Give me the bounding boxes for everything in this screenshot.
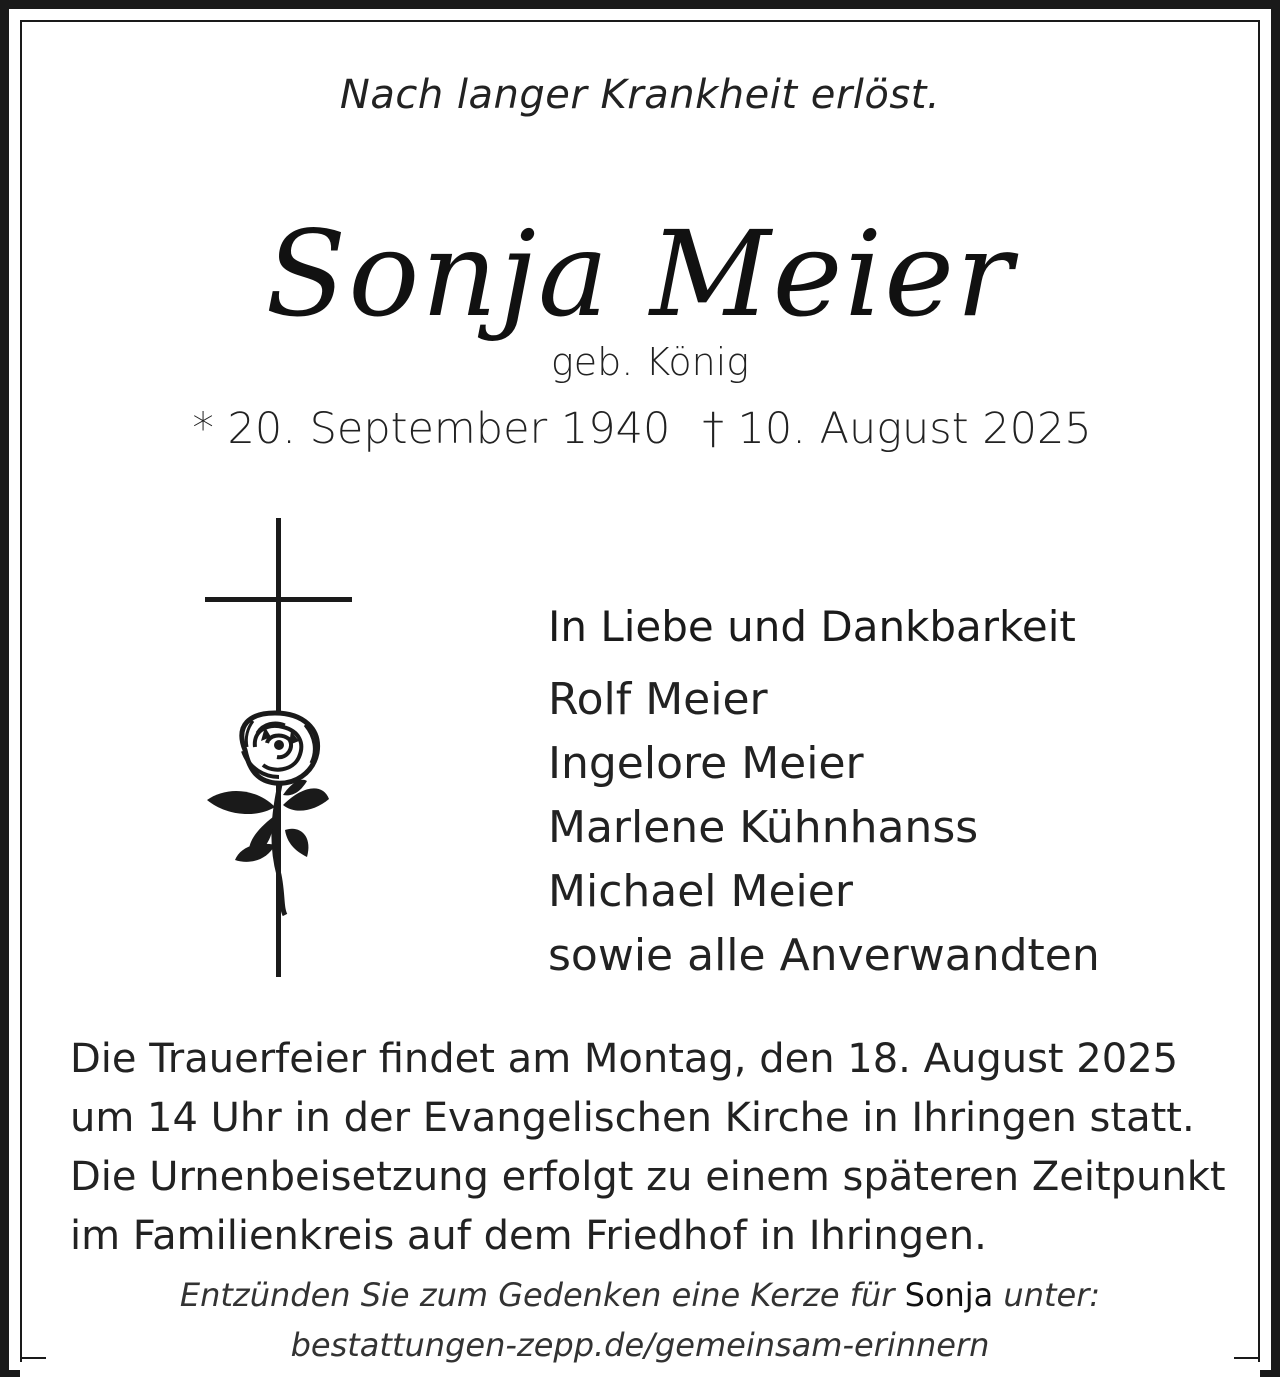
candle-suffix: unter: — [1003, 1276, 1101, 1314]
memorial-link[interactable]: bestattungen-zepp.de/gemeinsam-erinnern — [290, 1326, 990, 1364]
life-dates — [0, 404, 1280, 454]
mourner-item: Michael Meier — [548, 866, 853, 917]
maiden-name: geb. König — [550, 340, 750, 384]
mourner-item: Ingelore Meier — [548, 738, 864, 789]
ceremony-line: Die Trauerfeier findet am Montag, den 18. August 2025 — [70, 1036, 1179, 1082]
frame-foot-right — [1260, 1370, 1280, 1377]
candle-prefix: Entzünden Sie zum Gedenken eine Kerze für — [179, 1276, 895, 1314]
ceremony-line: Die Urnenbeisetzung erfolgt zu einem späteren Zeitpunkt — [70, 1154, 1226, 1200]
ceremony-line: im Familienkreis auf dem Friedhof in Ihringen. — [70, 1213, 987, 1259]
thanks-heading: In Liebe und Dankbarkeit — [548, 602, 1076, 651]
candle-invitation — [0, 1276, 1280, 1314]
mourner-item: Rolf Meier — [548, 674, 768, 725]
intro-line: Nach langer Krankheit erlöst. — [339, 72, 941, 118]
ceremony-text — [70, 1030, 1226, 1266]
ceremony-line: um 14 Uhr in der Evangelischen Kirche in Ihringen statt. — [70, 1095, 1195, 1141]
death-date: † 10. August 2025 — [702, 404, 1092, 454]
mourner-item: sowie alle Anverwandten — [548, 930, 1100, 981]
mourner-item: Marlene Kühnhanss — [548, 802, 979, 853]
frame-foot-left — [0, 1370, 20, 1377]
mourners-list — [548, 668, 1100, 988]
cross-with-rose-icon — [195, 515, 365, 980]
candle-name: Sonja — [904, 1276, 994, 1314]
deceased-name: Sonja Meier — [265, 205, 1015, 343]
birth-date: * 20. September 1940 — [192, 404, 671, 454]
